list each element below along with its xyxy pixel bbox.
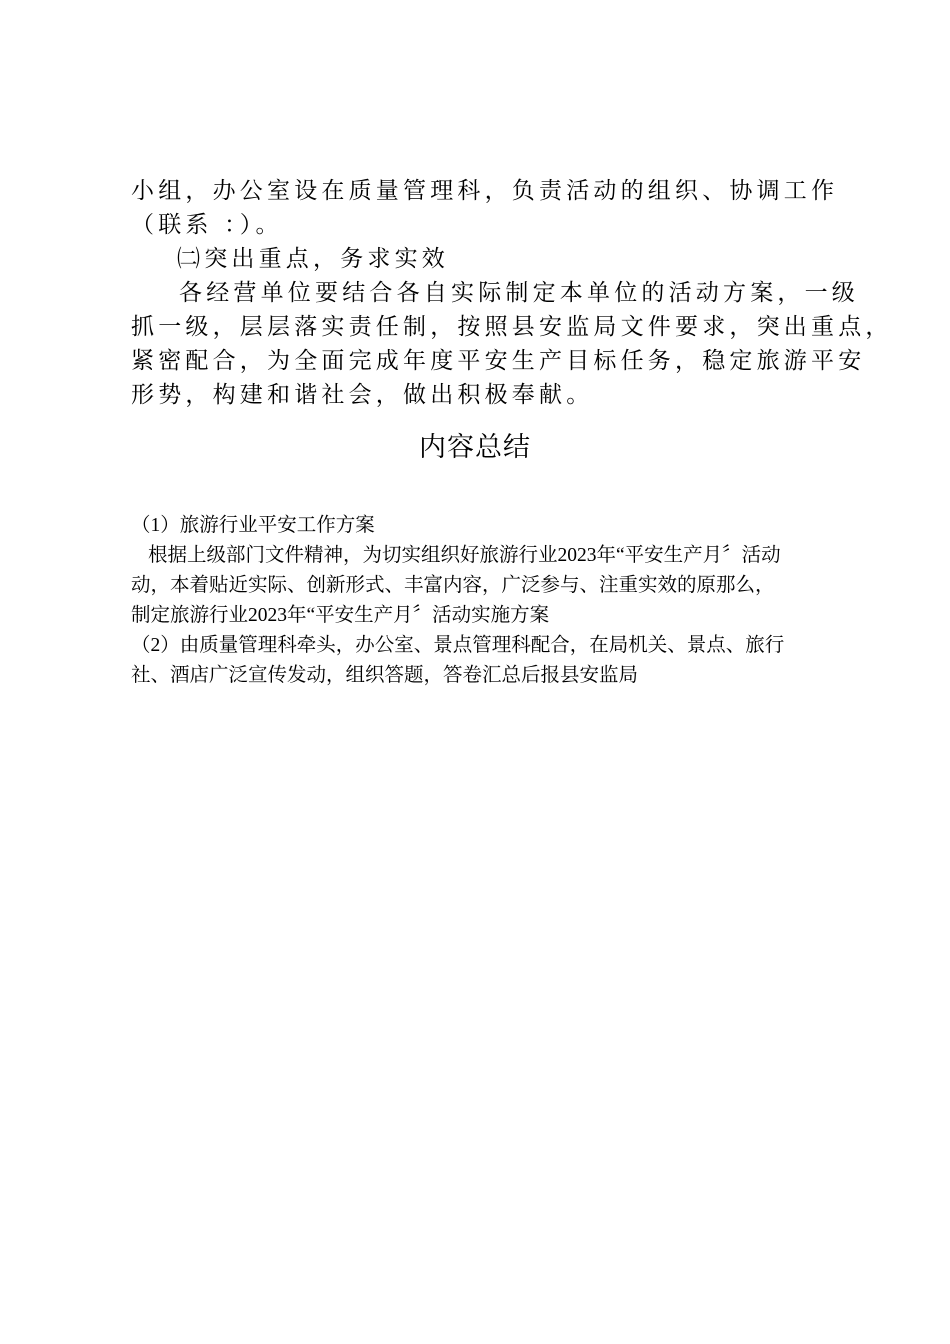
summary-line: （1）旅游行业平安工作方案 (131, 515, 375, 536)
summary-section (131, 510, 843, 691)
body-line: 小组，办公室设在质量管理科，负责活动的组织、协调工作 (131, 178, 839, 204)
body-line: 抓一级，层层落实责任制，按照县安监局文件要求，突出重点， (131, 314, 893, 340)
summary-line: 制定旅游行业2023年“平安生产月〞活动实施方案 (131, 605, 550, 626)
summary-line: 动，本着贴近实际、创新形式、丰富内容，广泛参与、注重实效的原那么， (131, 575, 775, 596)
body-line: （联系 ：）。 (131, 212, 283, 238)
body-paragraph (131, 174, 893, 412)
summary-line: （2）由质量管理科牵头，办公室、景点管理科配合，在局机关、景点、旅行 (131, 635, 785, 656)
summary-line: 根据上级部门文件精神，为切实组织好旅游行业2023年“平安生产月〞活动 (148, 545, 781, 566)
section-heading: ㈡突出重点，务求实效 (177, 246, 449, 272)
summary-title: 内容总结 (419, 432, 531, 463)
body-line: 紧密配合，为全面完成年度平安生产目标任务，稳定旅游平安 (131, 348, 866, 374)
body-line: 各经营单位要结合各自实际制定本单位的活动方案，一级 (179, 280, 859, 306)
summary-line: 社、酒店广泛宣传发动，组织答题，答卷汇总后报县安监局 (131, 665, 639, 686)
body-line: 形势，构建和谐社会，做出积极奉献。 (131, 382, 594, 408)
